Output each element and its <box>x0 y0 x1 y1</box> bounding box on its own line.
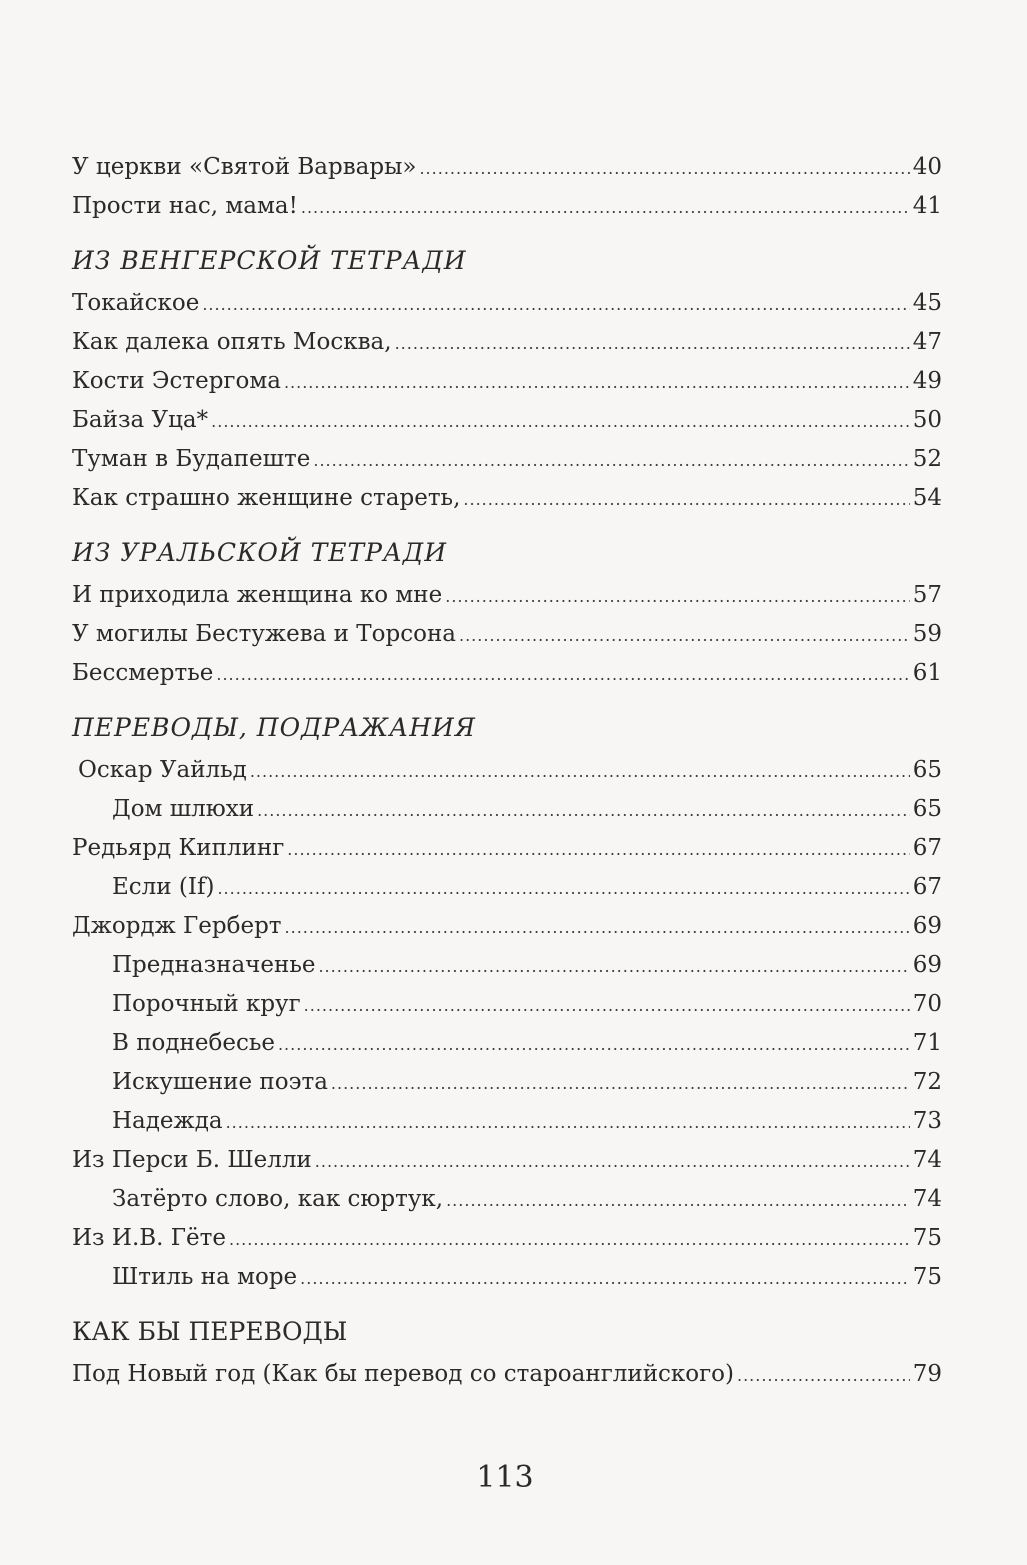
toc-entry <box>72 1063 942 1102</box>
entry-page: 49 <box>912 368 942 394</box>
entry-page: 41 <box>912 193 942 219</box>
entry-page: 74 <box>912 1147 942 1173</box>
toc-entry <box>72 576 942 615</box>
dot-leader <box>301 188 910 227</box>
table-of-contents <box>72 148 942 1394</box>
toc-entry <box>72 654 942 693</box>
entry-title: Порочный круг <box>112 991 301 1017</box>
entry-page: 45 <box>912 290 942 316</box>
dot-leader <box>445 577 909 616</box>
section-heading: ПЕРЕВОДЫ, ПОДРАЖАНИЯ <box>72 713 476 742</box>
entry-title: Надежда <box>112 1108 223 1134</box>
dot-leader <box>287 830 909 869</box>
entry-title: Штиль на море <box>112 1264 298 1290</box>
entry-title: Искушение поэта <box>112 1069 328 1095</box>
entry-page: 72 <box>912 1069 942 1095</box>
entry-page: 52 <box>912 446 942 472</box>
entry-page: 67 <box>912 874 942 900</box>
entry-title: Дом шлюхи <box>112 796 255 822</box>
entry-title: Затёрто слово, как сюртук, <box>112 1186 444 1212</box>
toc-entry <box>72 1024 942 1063</box>
dot-leader <box>737 1356 910 1395</box>
entry-title: В поднебесье <box>112 1030 275 1056</box>
entry-page: 70 <box>912 991 942 1017</box>
page-number: 113 <box>476 1460 534 1495</box>
entry-title: Как далека опять Москва, <box>72 329 392 355</box>
toc-entry <box>72 1355 942 1394</box>
entry-title: Из Перси Б. Шелли <box>72 1147 312 1173</box>
toc-entry <box>72 1180 942 1219</box>
entry-title: Токайское <box>72 290 200 316</box>
entry-title: Под Новый год (Как бы перевод со староанглийского) <box>72 1361 734 1387</box>
toc-entry <box>72 187 942 226</box>
entry-title: Предназначенье <box>112 952 316 978</box>
dot-leader <box>318 947 909 986</box>
entry-title: Джордж Герберт <box>72 913 282 939</box>
dot-leader <box>313 441 909 480</box>
dot-leader <box>459 616 910 655</box>
dot-leader <box>304 986 910 1025</box>
entry-title: Оскар Уайльд <box>78 757 247 783</box>
toc-entry <box>72 1141 942 1180</box>
entry-title: Кости Эстергома <box>72 368 281 394</box>
dot-leader <box>284 363 910 402</box>
toc-entry <box>72 615 942 654</box>
dot-leader <box>216 655 909 694</box>
entry-page: 75 <box>912 1264 942 1290</box>
entry-page: 75 <box>912 1225 942 1251</box>
toc-entry <box>72 1102 942 1141</box>
toc-entry <box>72 1258 942 1297</box>
entry-page: 61 <box>912 660 942 686</box>
entry-page: 59 <box>912 621 942 647</box>
toc-entry <box>72 1219 942 1258</box>
toc-entry <box>72 284 942 323</box>
entry-page: 69 <box>912 952 942 978</box>
entry-page: 65 <box>912 757 942 783</box>
dot-leader <box>419 149 909 188</box>
dot-leader <box>257 791 910 830</box>
entry-title: Как страшно женщине стареть, <box>72 485 461 511</box>
entry-page: 69 <box>912 913 942 939</box>
entry-title: Байза Уца* <box>72 407 209 433</box>
entry-page: 54 <box>912 485 942 511</box>
entry-title: Прости нас, мама! <box>72 193 298 219</box>
toc-entry <box>72 323 942 362</box>
entry-title: У могилы Бестужева и Торсона <box>72 621 456 647</box>
toc-entry <box>72 751 942 790</box>
entry-page: 71 <box>912 1030 942 1056</box>
entry-page: 79 <box>912 1361 942 1387</box>
toc-entry <box>72 401 942 440</box>
entry-title: И приходила женщина ко мне <box>72 582 443 608</box>
toc-entry <box>72 829 942 868</box>
entry-page: 47 <box>912 329 942 355</box>
dot-leader <box>446 1181 910 1220</box>
entry-page: 57 <box>912 582 942 608</box>
dot-leader <box>315 1142 910 1181</box>
entry-title: Если (If) <box>112 874 215 900</box>
toc-entry <box>72 907 942 946</box>
dot-leader <box>285 908 910 947</box>
dot-leader <box>331 1064 910 1103</box>
dot-leader <box>211 402 910 441</box>
toc-entry <box>72 479 942 518</box>
entry-page: 67 <box>912 835 942 861</box>
dot-leader <box>202 285 909 324</box>
entry-page: 40 <box>912 154 942 180</box>
entry-page: 65 <box>912 796 942 822</box>
section-heading: КАК БЫ ПЕРЕВОДЫ <box>72 1317 348 1346</box>
entry-page: 73 <box>912 1108 942 1134</box>
section-heading: ИЗ УРАЛЬСКОЙ ТЕТРАДИ <box>72 538 448 567</box>
toc-entry <box>72 946 942 985</box>
entry-title: Туман в Будапеште <box>72 446 311 472</box>
entry-title: Из И.В. Гёте <box>72 1225 226 1251</box>
dot-leader <box>278 1025 910 1064</box>
entry-title: Бессмертье <box>72 660 214 686</box>
dot-leader <box>395 324 910 363</box>
dot-leader <box>250 752 910 791</box>
entry-title: У церкви «Святой Варвары» <box>72 154 417 180</box>
dot-leader <box>229 1220 910 1259</box>
entry-page: 74 <box>912 1186 942 1212</box>
entry-title: Редьярд Киплинг <box>72 835 285 861</box>
toc-entry <box>72 790 942 829</box>
toc-entry <box>72 362 942 401</box>
toc-entry <box>72 148 942 187</box>
toc-entry <box>72 440 942 479</box>
entry-page: 50 <box>912 407 942 433</box>
dot-leader <box>463 480 909 519</box>
dot-leader <box>217 869 909 908</box>
toc-entry <box>72 868 942 907</box>
section-heading: ИЗ ВЕНГЕРСКОЙ ТЕТРАДИ <box>72 246 467 275</box>
dot-leader <box>300 1259 910 1298</box>
dot-leader <box>226 1103 910 1142</box>
toc-entry <box>72 985 942 1024</box>
